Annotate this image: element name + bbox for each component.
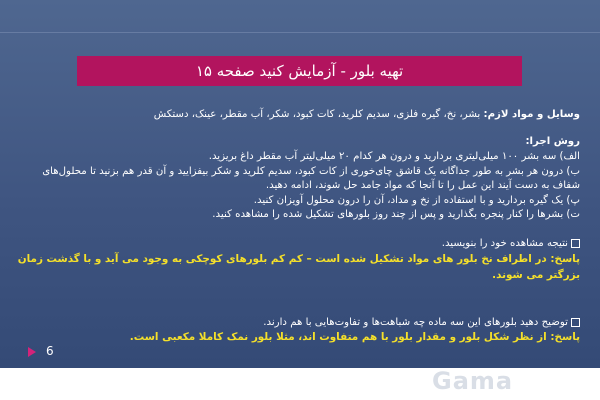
box-bullet-icon (571, 318, 580, 327)
divider (0, 32, 600, 33)
page-number: 6 (46, 344, 54, 358)
method-step: پ) یک گیره بردارید و با استفاده از نخ و مداد، آن را درون محلول آویزان کنید. (253, 194, 580, 206)
answer-2: پاسخ: از نظر شکل بلور و مقدار بلور با هم متفاوت اند، مثلا بلور نمک کاملا مکعبی است. (129, 331, 580, 343)
method-step: ب) درون هر بشر به طور جداگانه یک قاشق چای‌خوری از کات کبود، سدیم کلرید و شکر بیفزایید و آن قدر هم بزنید تا محلول‌های (42, 165, 580, 177)
method-step: ت) بشرها را کنار پنجره بگذارید و پس از چند روز بلورهای تشکیل شده را مشاهده کنید. (212, 209, 580, 220)
method-step: شفاف به دست آیند این عمل را تا آنجا که مواد جامد حل شوند، ادامه دهید. (265, 180, 580, 191)
play-arrow-icon (28, 347, 36, 357)
watermark-logo: Gama (432, 367, 514, 395)
question-2: توضیح دهید بلورهای این سه ماده چه شباهت‌ها و تفاوت‌هایی با هم دارند. (263, 317, 568, 328)
question-2-line (12, 316, 580, 331)
box-bullet-icon (571, 239, 580, 248)
question-1-line (12, 237, 580, 252)
method-heading: روش اجرا: (525, 136, 580, 147)
materials-text: بشر، نخ، گیره فلزی، سدیم کلرید، کات کبود، شکر، آب مقطر، عینک، دستکش (153, 109, 484, 120)
method-steps (12, 150, 580, 223)
answer-1: پاسخ: در اطراف نخ بلور های مواد تشکیل شده است – کم کم بلورهای کوچکی به وجود می آید و با گذشت زمان بزرگتر می شوند. (17, 253, 580, 281)
question-1: نتیجه مشاهده خود را بنویسید. (441, 238, 568, 249)
materials-label: وسایل و مواد لازم: (483, 109, 580, 120)
slide-title: تهیه بلور - آزمایش کنید صفحه ۱۵ (195, 62, 404, 80)
materials-line (12, 108, 580, 123)
title-banner (77, 56, 522, 86)
method-step: الف) سه بشر ۱۰۰ میلی‌لیتری بردارید و درون هر کدام ۲۰ میلی‌لیتر آب مقطر داغ بریزید. (208, 151, 580, 162)
